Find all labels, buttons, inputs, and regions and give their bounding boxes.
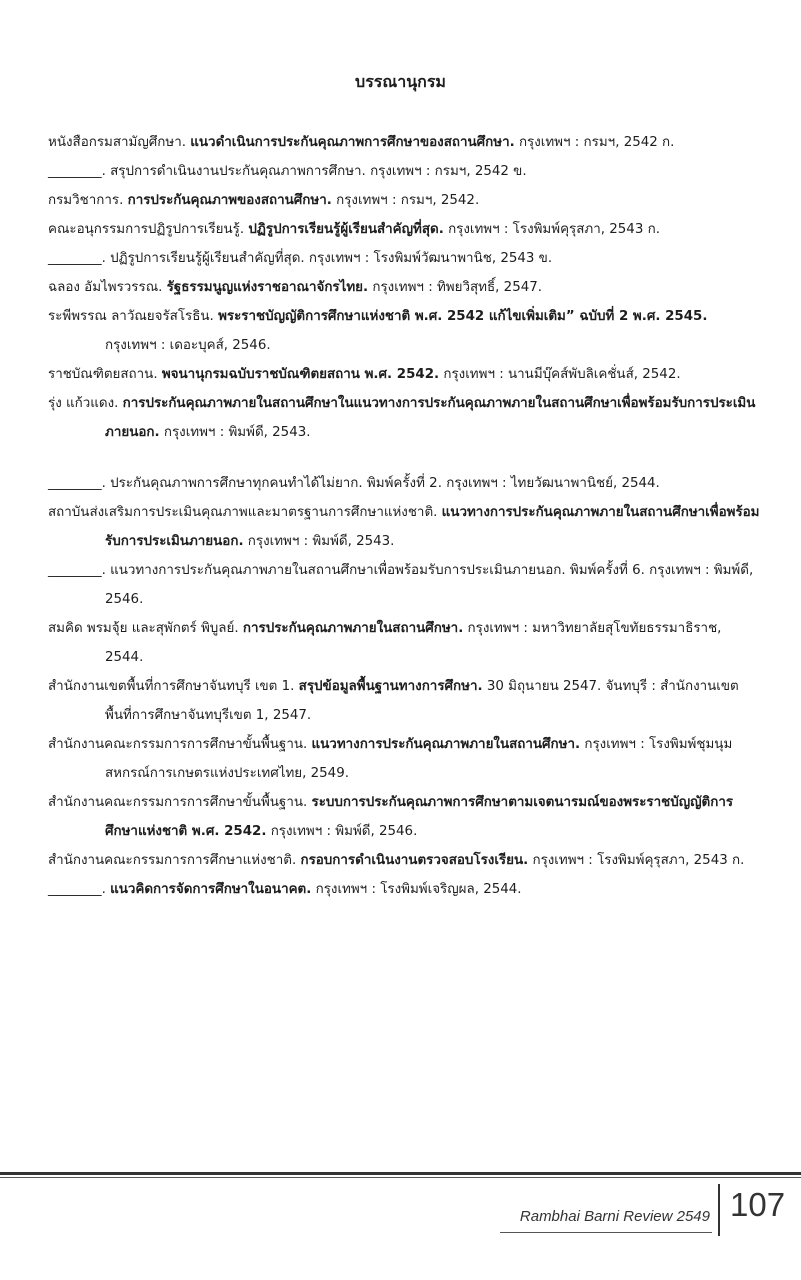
footer-divider [718, 1184, 720, 1236]
reference-text: สถาบันส่งเสริมการประเมินคุณภาพและมาตรฐานการศึกษาแห่งชาติ. [48, 505, 442, 520]
reference-entry [48, 273, 760, 302]
footer-rule-thin [0, 1177, 801, 1178]
reference-title: พระราชบัญญัติการศึกษาแห่งชาติ พ.ศ. 2542 แก้ไขเพิ่มเติม” ฉบับที่ 2 พ.ศ. 2545. [218, 309, 708, 324]
reference-title: พจนานุกรมฉบับราชบัณฑิตยสถาน พ.ศ. 2542. [161, 367, 440, 382]
reference-title: การประกันคุณภาพภายในสถานศึกษา. [242, 621, 464, 636]
reference-title: ระบบการประกันคุณภาพการศึกษาตามเจตนารมณ์ของพระราชบัญญัติการศึกษาแห่งชาติ พ.ศ. 2542. [105, 795, 734, 839]
reference-title: กรอบการดำเนินงานตรวจสอบโรงเรียน. [300, 853, 529, 868]
reference-text: สำนักงานคณะกรรมการการศึกษาแห่งชาติ. [48, 853, 301, 868]
reference-publication: 30 มิถุนายน 2547. จันทบุรี : สำนักงานเขตพื้นที่การศึกษาจันทบุรีเขต 1, 2547. [105, 679, 739, 723]
reference-text: กรมวิชาการ. [48, 193, 128, 208]
reference-publication: กรุงเทพฯ : โรงพิมพ์คุรุสภา, 2543 ก. [443, 222, 660, 237]
reference-title: แนวทางการประกันคุณภาพภายในสถานศึกษาเพื่อพร้อมรับการประเมินภายนอก. [105, 505, 760, 549]
reference-entry [48, 875, 760, 904]
reference-list [48, 128, 760, 904]
reference-entry [48, 360, 760, 389]
repeat-author-dash: ________. [48, 251, 106, 266]
reference-publication: กรุงเทพฯ : โรงพิมพ์คุรุสภา, 2543 ก. [528, 853, 745, 868]
reference-text: ระพีพรรณ ลาวัณยจรัสโรธิน. [48, 309, 219, 324]
reference-publication: กรุงเทพฯ : นานมีบุ๊คส์พับลิเคชั่นส์, 2542. [439, 367, 681, 382]
reference-entry [48, 186, 760, 215]
reference-title: รัฐธรรมนูญแห่งราชอาณาจักรไทย. [166, 280, 369, 295]
reference-text: ฉลอง อัมไพรวรรณ. [48, 280, 167, 295]
reference-text: สำนักงานเขตพื้นที่การศึกษาจันทบุรี เขต 1. [48, 679, 299, 694]
reference-entry [48, 846, 760, 875]
repeat-author-dash: ________. [48, 476, 106, 491]
reference-publication: กรุงเทพฯ : มหาวิทยาลัยสุโขทัยธรรมาธิราช, 2544. [105, 621, 722, 665]
reference-entry [48, 469, 760, 498]
reference-entry [48, 788, 760, 846]
reference-publication: กรุงเทพฯ : พิมพ์ดี, 2543. [159, 425, 311, 440]
reference-title: แนวดำเนินการประกันคุณภาพการศึกษาของสถานศึกษา. [190, 135, 515, 150]
reference-publication: กรุงเทพฯ : เดอะบุคส์, 2546. [105, 338, 271, 353]
reference-entry [48, 498, 760, 556]
reference-entry [48, 730, 760, 788]
repeat-author-dash: ________. [48, 563, 106, 578]
reference-text: ประกันคุณภาพการศึกษาทุกคนทำได้ไม่ยาก. พิมพ์ครั้งที่ 2. กรุงเทพฯ : ไทยวัฒนาพานิชย์, 2544. [105, 476, 660, 491]
reference-title: แนวทางการประกันคุณภาพภายในสถานศึกษา. [311, 737, 581, 752]
reference-title: การประกันคุณภาพของสถานศึกษา. [127, 193, 332, 208]
reference-text: ราชบัณฑิตยสถาน. [48, 367, 162, 382]
reference-publication: กรุงเทพฯ : ทิพยวิสุทธิ์, 2547. [368, 280, 543, 295]
reference-publication: กรุงเทพฯ : โรงพิมพ์เจริญผล, 2544. [311, 882, 522, 897]
reference-entry [48, 556, 760, 614]
reference-text: สำนักงานคณะกรรมการการศึกษาขั้นพื้นฐาน. [48, 795, 312, 810]
reference-text: หนังสือกรมสามัญศึกษา. [48, 135, 191, 150]
repeat-author-dash: ________. [48, 164, 106, 179]
reference-entry [48, 389, 760, 447]
reference-text: รุ่ง แก้วแดง. [48, 396, 123, 411]
reference-title: ปฏิรูปการเรียนรู้ผู้เรียนสำคัญที่สุด. [248, 222, 444, 237]
reference-publication: กรุงเทพฯ : โรงพิมพ์ชุมนุมสหกรณ์การเกษตรแห่งประเทศไทย, 2549. [105, 737, 733, 781]
reference-text: สำนักงานคณะกรรมการการศึกษาขั้นพื้นฐาน. [48, 737, 312, 752]
reference-entry [48, 244, 760, 273]
reference-publication: กรุงเทพฯ : กรมฯ, 2542 ก. [514, 135, 675, 150]
journal-name: Rambhai Barni Review 2549 [519, 1208, 710, 1225]
reference-entry [48, 128, 760, 157]
reference-title: แนวคิดการจัดการศึกษาในอนาคต. [110, 882, 312, 897]
reference-text: คณะอนุกรรมการปฏิรูปการเรียนรู้. [48, 222, 249, 237]
reference-publication: กรุงเทพฯ : พิมพ์ดี, 2543. [243, 534, 395, 549]
reference-entry [48, 157, 760, 186]
reference-text: สมคิด พรมจุ้ย และสุพักตร์ พิบูลย์. [48, 621, 243, 636]
reference-entry [48, 672, 760, 730]
reference-text: สรุปการดำเนินงานประกันคุณภาพการศึกษา. กรุงเทพฯ : กรมฯ, 2542 ข. [105, 164, 527, 179]
reference-entry [48, 215, 760, 244]
reference-entry [48, 614, 760, 672]
repeat-author-dash: ________. [48, 882, 106, 897]
journal-underline [500, 1232, 712, 1233]
reference-publication: กรุงเทพฯ : กรมฯ, 2542. [331, 193, 480, 208]
page-title: บรรณานุกรม [355, 72, 446, 91]
reference-title: สรุปข้อมูลพื้นฐานทางการศึกษา. [298, 679, 483, 694]
reference-publication: กรุงเทพฯ : พิมพ์ดี, 2546. [266, 824, 418, 839]
footer-rule-thick [0, 1172, 801, 1175]
reference-text: ปฏิรูปการเรียนรู้ผู้เรียนสำคัญที่สุด. กรุงเทพฯ : โรงพิมพ์วัฒนาพานิช, 2543 ข. [105, 251, 553, 266]
reference-title: การประกันคุณภาพภายในสถานศึกษาในแนวทางการประกันคุณภาพภายในสถานศึกษาเพื่อพร้อมรับการประเมินภายนอก. [105, 396, 756, 440]
reference-text: แนวทางการประกันคุณภาพภายในสถานศึกษาเพื่อพร้อมรับการประเมินภายนอก. พิมพ์ครั้งที่ 6. กรุงเทพฯ : พิมพ์ดี, 2546. [105, 563, 754, 607]
reference-entry [48, 302, 760, 360]
page-number: 107 [730, 1186, 786, 1223]
